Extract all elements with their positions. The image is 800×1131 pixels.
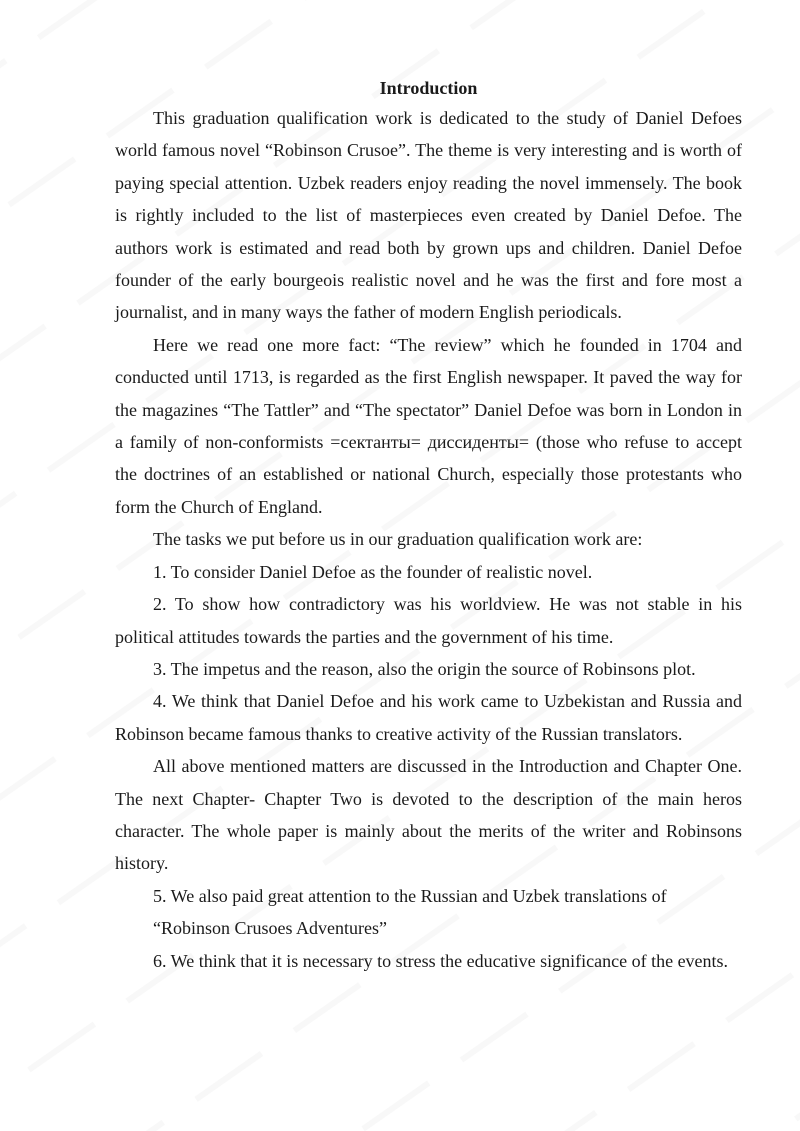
list-item: 3. The impetus and the reason, also the origin the source of Robinsons plot. [153,658,696,679]
list-item: 6. We think that it is necessary to stress the educative significance of the events. [153,950,729,971]
paragraph: “Robinson Crusoes Adventures” [153,918,387,939]
list-item: 4. We think that Daniel Defoe and his work came to Uzbekistan and Russia and Robinson became famous thanks to creative activity of the Russian translators. [115,691,742,744]
paragraph: All above mentioned matters are discussed in the Introduction and Chapter One. The next Chapter- Chapter Two is devoted to the description of the main heros character. The whole paper is mainly about the merits of the writer and Robinsons history. [115,756,742,874]
paragraph: Here we read one more fact: “The review” which he founded in 1704 and conducted until 1713, is regarded as the first English newspaper. It paved the way for the magazines “The Tattler” and “The spectator” Daniel Defoe was born in London in a family of non-conformists =сектанты= диссиденты= (those who refuse to accept the doctrines of an established or national Church, especially those protestants who form the Church of England. [115,334,742,517]
list-item: 2. To show how contradictory was his worldview. He was not stable in his political attitudes towards the parties and the government of his time. [115,594,742,647]
paragraph: The tasks we put before us in our graduation qualification work are: [153,529,643,550]
page-title: Introduction [379,78,478,98]
paragraph: This graduation qualification work is dedicated to the study of Daniel Defoes world famous novel “Robinson Crusoe”. The theme is very interesting and is worth of paying special attention. Uzbek readers enjoy reading the novel immensely. The book is rightly included to the list of masterpieces even created by Daniel Defoe. The authors work is estimated and read both by grown ups and children. Daniel Defoe founder of the early bourgeois realistic novel and he was the first and fore most a journalist, and in many ways the father of modern English periodicals. [115,108,742,323]
list-item: 1. To consider Daniel Defoe as the founder of realistic novel. [153,561,593,582]
list-item: 5. We also paid great attention to the Russian and Uzbek translations of [153,885,667,906]
